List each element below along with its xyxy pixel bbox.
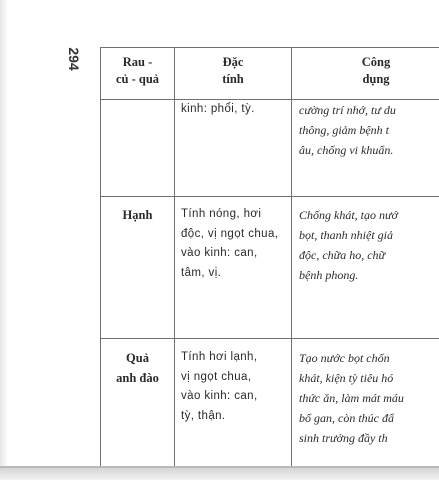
properties-line: vào kinh: can,	[181, 390, 258, 402]
uses-line: bổ gan, còn thúc đẩ	[299, 411, 394, 425]
uses-line: sinh trưởng đầy th	[299, 431, 388, 445]
properties-line: Tính hơi lạnh,	[181, 351, 258, 363]
properties-line: Tính nóng, hơi	[181, 208, 262, 220]
header-uses	[292, 48, 439, 100]
properties-cell	[175, 100, 292, 197]
page-number: 294	[66, 47, 82, 71]
header-line: Công	[361, 55, 391, 69]
uses-line: thức ăn, làm mát máu	[299, 391, 404, 405]
vegetable-properties-table	[100, 47, 439, 473]
page-bottom-shadow	[0, 468, 439, 480]
vegetable-name-cell	[101, 339, 175, 473]
properties-line: vào kinh: can,	[181, 247, 258, 259]
uses-line: cường trí nhớ, tư du	[299, 103, 396, 117]
header-line: Rau -	[122, 55, 153, 69]
header-properties	[175, 48, 292, 100]
properties-line: vị ngọt chua,	[181, 370, 252, 383]
uses-cell	[292, 339, 439, 473]
uses-line: Tạo nước bọt chốn	[299, 351, 390, 365]
properties-line: kinh: phổi, tỳ.	[181, 103, 255, 115]
properties-line: tỳ, thận.	[181, 409, 226, 422]
properties-line: tâm, vị.	[181, 266, 222, 279]
table-row	[101, 197, 439, 339]
header-line: Đặc	[222, 55, 244, 69]
vegetable-name-cell	[101, 100, 175, 197]
properties-cell	[175, 339, 292, 473]
uses-cell	[292, 197, 439, 339]
uses-line: bọt, thanh nhiệt giả	[299, 228, 393, 242]
table-header-row	[101, 48, 439, 100]
header-line: dụng	[362, 72, 390, 86]
header-line: tính	[222, 72, 244, 86]
vegetable-name: anh đào	[116, 371, 159, 385]
properties-cell	[175, 197, 292, 339]
uses-line: âu, chống vi khuẩn.	[299, 143, 394, 157]
uses-line: Chống khát, tạo nướ	[299, 208, 398, 222]
properties-line: độc, vị ngọt chua,	[181, 227, 279, 240]
vegetable-name: Quả	[126, 351, 149, 365]
uses-line: thông, giảm bệnh t	[299, 123, 389, 137]
uses-line: độc, chữa ho, chữ	[299, 248, 386, 262]
vegetable-name-cell	[101, 197, 175, 339]
uses-line: khát, kiện tỳ tiêu hó	[299, 371, 394, 385]
scan-left-edge	[0, 0, 8, 480]
header-line: củ - quả	[115, 72, 160, 86]
table-row	[101, 339, 439, 473]
vegetable-name: Hạnh	[122, 208, 153, 222]
table-row	[101, 100, 439, 197]
uses-cell	[292, 100, 439, 197]
header-vegetable	[101, 48, 175, 100]
uses-line: bệnh phong.	[299, 268, 359, 282]
